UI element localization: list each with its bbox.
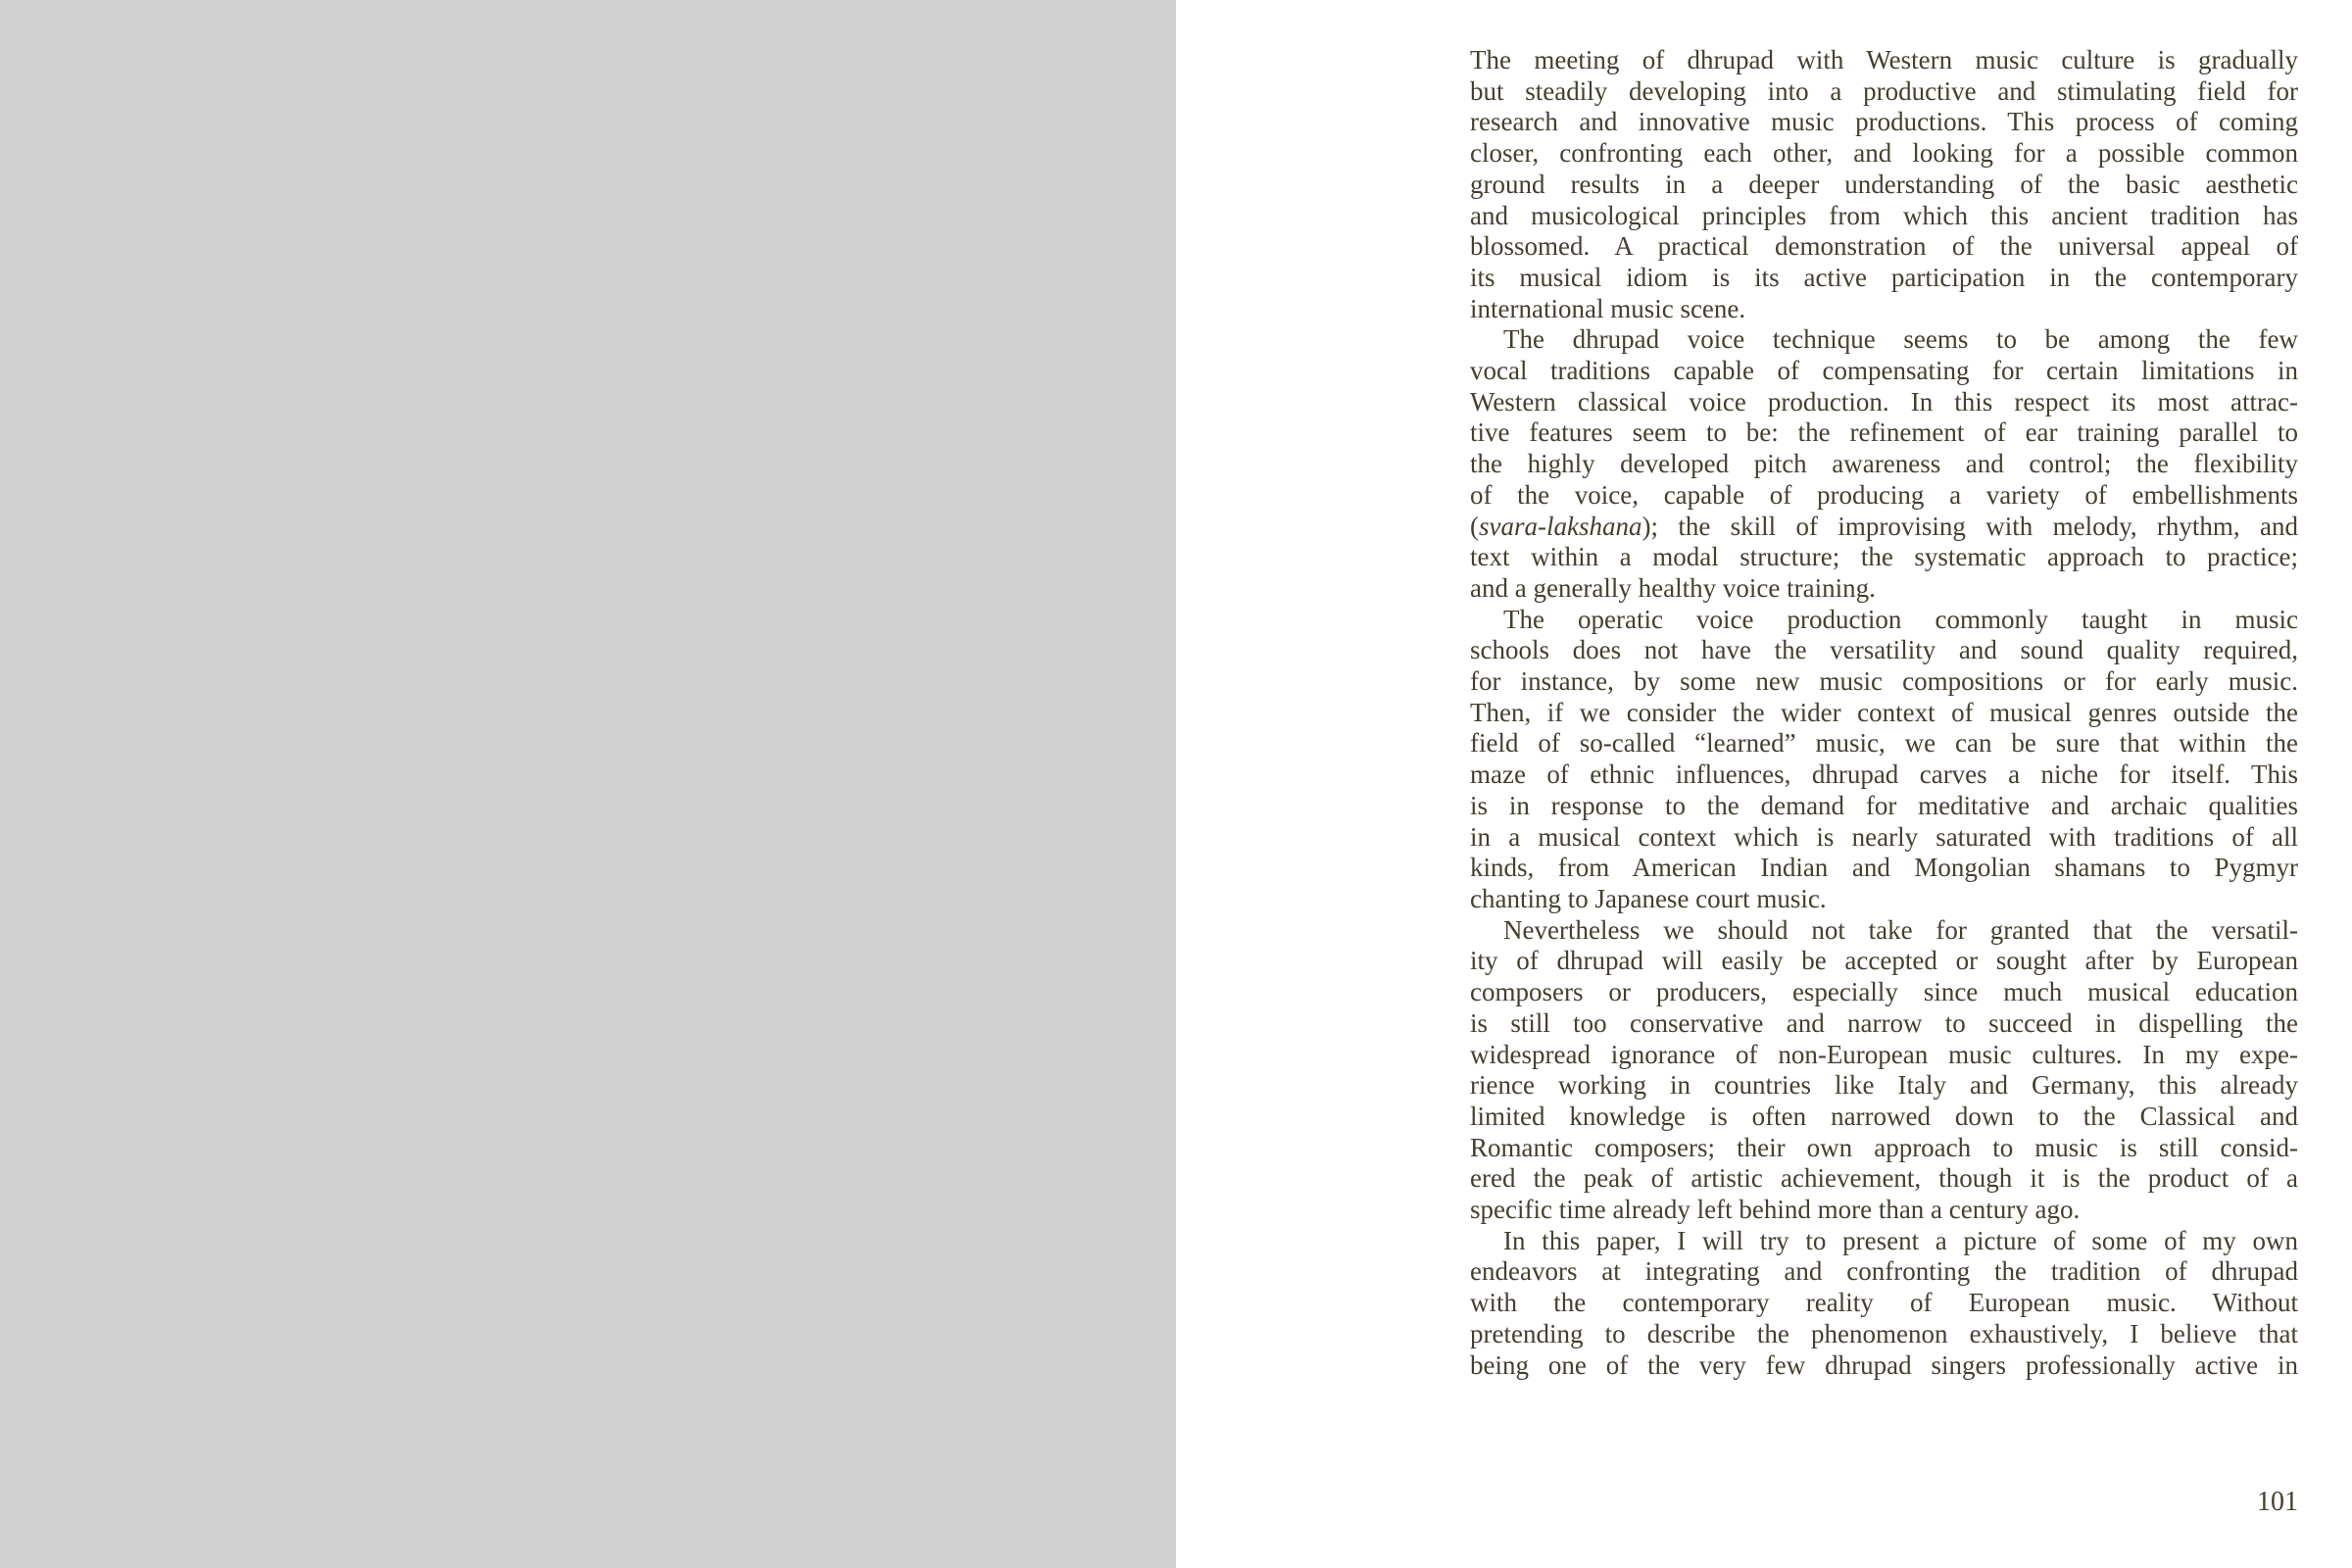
text-line: its musical idiom is its active participation in the contemporary (1470, 262, 2298, 292)
text-line: and a generally healthy voice training. (1470, 572, 1876, 603)
text-line: international music scene. (1470, 293, 1746, 323)
italic-term-svara-lakshana: svara-lakshana (1479, 511, 1642, 541)
text-line: the highly developed pitch awareness and control; the flexibility (1470, 449, 2298, 479)
text-line: is still too conservative and narrow to succeed in dispelling the (1470, 1007, 2298, 1038)
text-line: being one of the very few dhrupad singers professionally active in (1470, 1349, 2298, 1380)
paragraph-2 (1470, 324, 2298, 604)
text-line: with the contemporary reality of European music. Without (1470, 1288, 2298, 1318)
book-page (1176, 0, 2352, 1568)
text-line: The meeting of dhrupad with Western music culture is gradually (1470, 45, 2298, 74)
text-line: closer, confronting each other, and looking for a possible common (1470, 138, 2298, 169)
page-number: 101 (2257, 1487, 2298, 1517)
text-line: endeavors at integrating and confronting the tradition of dhrupad (1470, 1256, 2298, 1287)
text-line: chanting to Japanese court music. (1470, 883, 1827, 913)
text-line: Nevertheless we should not take for granted that the versatil- (1503, 914, 2298, 945)
text-line: ity of dhrupad will easily be accepted or sought after by European (1470, 946, 2298, 976)
text-line: research and innovative music productions. This process of coming (1470, 107, 2298, 137)
text-line: blossomed. A practical demonstration of the universal appeal of (1470, 231, 2298, 262)
text-line: tive features seem to be: the refinement of ear training parallel to (1470, 417, 2298, 448)
page-text-column (1470, 45, 2298, 1381)
paragraph-3 (1470, 605, 2298, 915)
text-segment: ( (1470, 511, 1479, 541)
text-line: pretending to describe the phenomenon exhaustively, I believe that (1470, 1318, 2298, 1348)
text-line: rience working in countries like Italy and Germany, this already (1470, 1070, 2298, 1101)
text-line: The operatic voice production commonly taught in music (1503, 604, 2298, 634)
text-segment: ); the skill of improvising with melody, rhythm, and (1642, 511, 2298, 541)
text-line: of the voice, capable of producing a variety of embellishments (1470, 479, 2298, 510)
text-line: text within a modal structure; the systematic approach to practice; (1470, 542, 2298, 572)
text-line: kinds, from American Indian and Mongolian shamans to Pygmyr (1470, 853, 2298, 883)
text-line: maze of ethnic influences, dhrupad carves a niche for itself. This (1470, 760, 2298, 790)
text-line: ground results in a deeper understanding of the basic aesthetic (1470, 169, 2298, 199)
text-line: limited knowledge is often narrowed down to the Classical and (1470, 1101, 2298, 1131)
text-line: ered the peak of artistic achievement, though it is the product of a (1470, 1163, 2298, 1194)
text-line: but steadily developing into a productive and stimulating field for (1470, 75, 2298, 106)
text-line: is in response to the demand for meditative and archaic qualities (1470, 790, 2298, 820)
paragraph-1 (1470, 45, 2298, 324)
text-line: The dhrupad voice technique seems to be among the few (1503, 324, 2298, 355)
paragraph-4 (1470, 915, 2298, 1226)
paragraph-5 (1470, 1226, 2298, 1382)
text-line: in a musical context which is nearly saturated with traditions of all (1470, 821, 2298, 852)
text-line: Western classical voice production. In this respect its most attrac- (1470, 386, 2298, 416)
text-line: field of so-called “learned” music, we can be sure that within the (1470, 728, 2298, 759)
text-line: specific time already left behind more than a century ago. (1470, 1195, 2081, 1225)
text-line: and musicological principles from which this ancient tradition has (1470, 200, 2298, 230)
text-line: In this paper, I will try to present a picture of some of my own (1503, 1225, 2298, 1255)
text-line: widespread ignorance of non-European music cultures. In my expe- (1470, 1039, 2298, 1069)
text-line: schools does not have the versatility and sound quality required, (1470, 635, 2298, 665)
text-line: for instance, by some new music compositions or for early music. (1470, 666, 2298, 697)
text-line: Romantic composers; their own approach to music is still consid- (1470, 1132, 2298, 1162)
text-line: composers or producers, especially since much musical education (1470, 977, 2298, 1007)
text-line-with-italic (1470, 512, 2298, 543)
text-line: vocal traditions capable of compensating for certain limitations in (1470, 356, 2298, 386)
text-line: Then, if we consider the wider context of musical genres outside the (1470, 697, 2298, 727)
